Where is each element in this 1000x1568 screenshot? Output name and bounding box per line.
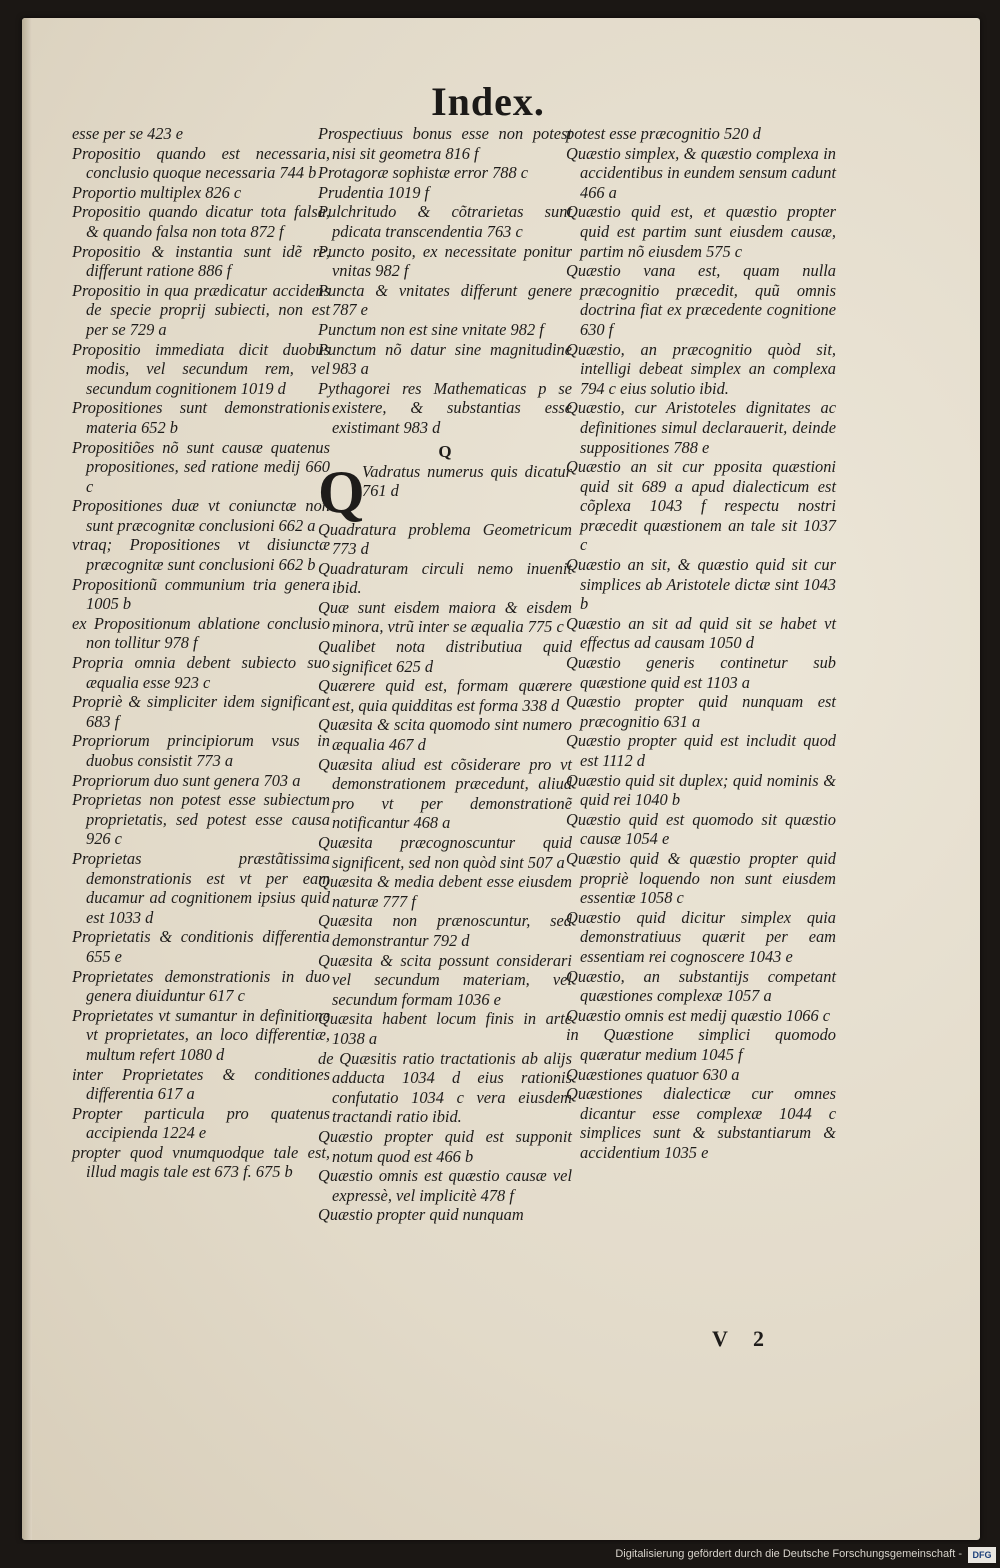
index-entry: Propositiões nõ sunt causæ quatenus propositiones, sed ratione medij 660 c xyxy=(72,437,330,496)
index-entry: Quæstiones quatuor 630 a xyxy=(566,1064,740,1084)
index-entry: Quæsita habent locum finis in arte 1038 a xyxy=(318,1009,572,1048)
dropcap-entry-text: Vadratus numerus quis dicatur 761 d xyxy=(362,461,572,501)
index-entry: Quæstio propter quid nunquam est præcognitio 631 a xyxy=(566,692,836,731)
index-entry: Prospectiuus bonus esse non potest nisi sit geometra 816 f xyxy=(318,124,572,163)
index-entry: Quæstio an sit cur pposita quæstioni quid sit 689 a apud dialecticum est cõplexa 1043 f respectu nostri præcedit quæstionem an tale sit 1037 c xyxy=(566,457,836,555)
index-entry: Quæstio quid sit duplex; quid nominis & quid rei 1040 b xyxy=(566,770,836,810)
index-entry: Quæstio, an præcognitio quòd sit, intelligi debeat simplex an complexa 794 c eius solutio ibid. xyxy=(566,339,836,398)
index-entry: Quæsita & scita quomodo sint numero æqualia 467 d xyxy=(318,715,572,755)
index-entry: Pythagorei res Mathematicas p se existere, & substantias esse existimant 983 d xyxy=(318,378,572,437)
index-entry: in Quæstione simplici quomodo quæratur medium 1045 f xyxy=(566,1025,836,1064)
index-entry: Quæstio propter quid nunquam xyxy=(318,1205,524,1225)
index-entry: Propositio in qua prædicatur accidens de specie proprij subiecti, non est per se 729 a xyxy=(72,280,330,339)
funding-notice: Digitalisierung gefördert durch die Deutsche Forschungsgemeinschaft - xyxy=(615,1548,962,1560)
index-entry: Propositio & instantia sunt idẽ re, differunt ratione 886 f xyxy=(72,241,330,281)
index-entry: Propositiones sunt demonstrationis materia 652 b xyxy=(72,398,330,437)
index-entry: Quadratura problema Geometricum 773 d xyxy=(318,519,572,559)
footer-bar xyxy=(0,1544,1000,1568)
index-column-3 xyxy=(566,124,836,1162)
index-entry: Quærere quid est, formam quærere est, quia quidditas est forma 338 d xyxy=(318,676,572,715)
index-entry: Punctum non est sine vnitate 982 f xyxy=(318,319,544,339)
index-entry: Proprietates vt sumantur in definitione vt proprietates, an loco differentiæ, multum refert 1080 d xyxy=(72,1005,330,1064)
index-entry: Propriorum duo sunt genera 703 a xyxy=(72,770,301,790)
index-entry: Pulchritudo & cõtrarietas sunt pdicata transcendentia 763 c xyxy=(318,202,572,241)
index-column-1 xyxy=(72,124,330,1182)
index-entry: Quæsita præcognoscuntur quid significent, sed non quòd sint 507 a xyxy=(318,833,572,872)
index-entry: Proportio multiplex 826 c xyxy=(72,182,242,202)
index-entry: Quæstio omnis est medij quæstio 1066 c xyxy=(566,1005,831,1025)
index-entry: Prudentia 1019 f xyxy=(318,182,430,202)
index-entry: Propositionũ communium tria genera 1005 b xyxy=(72,574,330,614)
drop-cap-letter: Q xyxy=(318,458,365,525)
index-entry: Quæstio propter quid est supponit notum quod est 466 b xyxy=(318,1126,572,1166)
index-entry: esse per se 423 e xyxy=(72,124,184,143)
index-entry: Quæstio generis continetur sub quæstione quid est 1103 a xyxy=(566,653,836,692)
index-entry: Quæsita aliud est cõsiderare pro vt demonstrationem præcedunt, aliud pro vt per demonstrationẽ notificantur 468 a xyxy=(318,754,572,833)
index-entry: potest esse præcognitio 520 d xyxy=(566,124,761,143)
index-entry: Quæsita & scita possunt considerari vel secundum materiam, vel secundum formam 1036 e xyxy=(318,950,572,1009)
index-entry: Quæ sunt eisdem maiora & eisdem minora, vtrũ inter se æqualia 775 c xyxy=(318,597,572,637)
page-title: Index. xyxy=(431,79,545,124)
index-entry: Propositio immediata dicit duobus modis, vel secundum rem, vel secundum cognitionem 1019 d xyxy=(72,339,330,398)
index-entry: Quæsita non prænoscuntur, sed demonstrantur 792 d xyxy=(318,911,572,950)
index-entry: Quæstio quid & quæstio propter quid propriè loquendo non sunt eiusdem essentiæ 1058 c xyxy=(566,848,836,908)
index-entry: Proprietates demonstrationis in duo genera diuiduntur 617 c xyxy=(72,966,330,1006)
index-entry: Propriorum principiorum vsus in duobus consistit 773 a xyxy=(72,731,330,770)
catchword-signature: V 2 xyxy=(712,1326,774,1351)
dfg-logo-icon: DFG xyxy=(968,1547,996,1563)
index-entry: Puncto posito, ex necessitate ponitur vnitas 982 f xyxy=(318,241,572,281)
index-entry: Quæstio propter quid est includit quod est 1112 d xyxy=(566,731,836,770)
index-entry: Quæstiones dialecticæ cur omnes dicantur esse complexæ 1044 c simplices sunt & substantiarum & accidentium 1035 e xyxy=(566,1084,836,1162)
index-entry: Quæstio an sit ad quid sit se habet vt effectus ad causam 1050 d xyxy=(566,613,836,653)
index-entry: Quæstio quid est, et quæstio propter quid est partim sunt eiusdem causæ, partim nõ eiusdem 575 c xyxy=(566,202,836,261)
index-entry: Propria omnia debent subiecto suo æqualia esse 923 c xyxy=(72,653,330,692)
index-entry: Propter particula pro quatenus accipienda 1224 e xyxy=(72,1103,330,1143)
index-entry: Punctum nõ datur sine magnitudine 983 a xyxy=(318,339,572,379)
index-entry: Quæstio an sit, & quæstio quid sit cur simplices ab Aristotele dictæ sint 1043 b xyxy=(566,555,836,614)
page-binding-edge xyxy=(22,18,32,1540)
index-entry: Quæstio vana est, quam nulla præcognitio præcedit, quũ omnis doctrina fiat ex præcedente cognitione 630 f xyxy=(566,261,836,339)
index-entry: Propositiones duæ vt coniunctæ non sunt præcognitæ conclusioni 662 a xyxy=(72,496,330,535)
book-page xyxy=(22,18,980,1540)
index-entry-dropcap xyxy=(318,458,572,525)
index-entry: Puncta & vnitates differunt genere 787 e xyxy=(318,280,572,320)
index-entry: Proprietas præstãtissima demonstrationis est vt per eam ducamur ad cognitionem ipsius quid est 1033 d xyxy=(72,848,330,927)
index-entry: inter Proprietates & conditiones differentia 617 a xyxy=(72,1064,330,1104)
index-entry: vtraq; Propositiones vt disiunctæ præcognitæ sunt conclusioni 662 b xyxy=(72,535,330,575)
index-entry: Proprietas non potest esse subiectum proprietatis, sed potest esse causa 926 c xyxy=(72,790,330,849)
index-entry: Quæstio, cur Aristoteles dignitates ac definitiones simul declarauerit, deinde suppositiones 788 e xyxy=(566,398,836,457)
index-column-2 xyxy=(318,124,572,1225)
index-entry: Quæstio quid est quomodo sit quæstio causæ 1054 e xyxy=(566,809,836,849)
index-entry: Protagoræ sophistæ error 788 c xyxy=(318,163,529,183)
index-entry: Quæstio simplex, & quæstio complexa in accidentibus in eundem sensum cadunt 466 a xyxy=(566,143,836,202)
index-entry: Quæsita & media debent esse eiusdem naturæ 777 f xyxy=(318,872,572,911)
index-entry: Propositio quando dicatur tota falsa, & quando falsa non tota 872 f xyxy=(72,202,330,241)
index-entry: Quæstio, an substantijs competant quæstiones complexæ 1057 a xyxy=(566,966,836,1006)
index-entry: de Quæsitis ratio tractationis ab alijs adducta 1034 d eius rationis confutatio 1034 c vera eiusdem tractandi ratio ibid. xyxy=(318,1048,572,1127)
index-entry: Quæstio omnis est quæstio causæ vel expressè, vel implicitè 478 f xyxy=(318,1166,572,1205)
section-letter-heading: Q xyxy=(438,441,452,461)
index-entry: Propositio quando est necessaria, conclusio quoque necessaria 744 b xyxy=(72,143,330,183)
index-entry: Proprietatis & conditionis differentia 655 e xyxy=(72,927,330,966)
index-entry: Quæstio quid dicitur simplex quia demonstratiuus quærit per eam essentiam rei cognoscere 1043 e xyxy=(566,907,836,966)
index-entry: Propriè & simpliciter idem significant 683 f xyxy=(72,692,330,731)
index-entry: propter quod vnumquodque tale est, illud magis tale est 673 f. 675 b xyxy=(72,1142,330,1182)
index-entry: ex Propositionum ablatione conclusio non tollitur 978 f xyxy=(72,613,330,653)
index-entry: Qualibet nota distributiua quid significet 625 d xyxy=(318,637,572,676)
index-entry: Quadraturam circuli nemo inuenit ibid. xyxy=(318,558,572,598)
